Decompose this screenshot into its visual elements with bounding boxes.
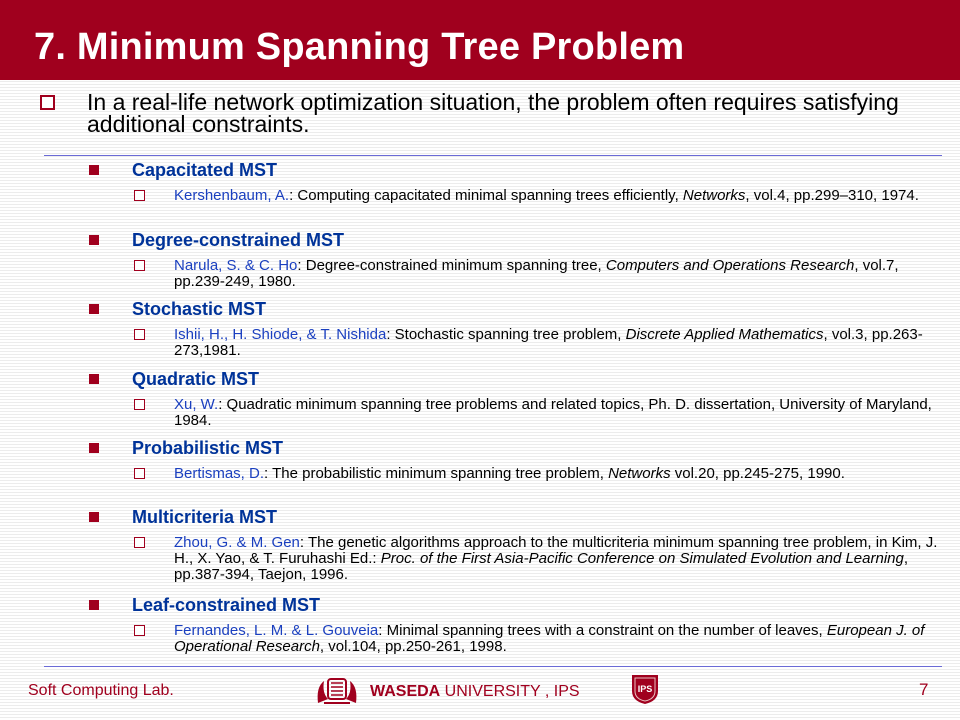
hollow-square-bullet-icon bbox=[134, 399, 145, 410]
filled-square-bullet-icon bbox=[89, 512, 99, 522]
filled-square-bullet-icon bbox=[89, 235, 99, 245]
reference-part: The genetic algorithms approach to the multicriteria minimum spanning tree problem, in Kim, J. H., X. Yao, & T. Furuhashi Ed.: bbox=[174, 534, 938, 567]
page-number: 7 bbox=[919, 680, 929, 699]
reference-part: , pp.387-394, Taejon, 1996. bbox=[174, 550, 909, 583]
topic-label: Degree-constrained MST bbox=[132, 230, 345, 250]
footer-university bbox=[370, 683, 580, 701]
reference-italic: European J. of Operational Research bbox=[174, 622, 925, 655]
reference-part: Quadratic minimum spanning tree problems and related topics, Ph. D. dissertation, University of Maryland, 1984. bbox=[174, 396, 932, 429]
footer-university-bold: WASEDA bbox=[370, 683, 441, 700]
hollow-square-bullet-icon bbox=[134, 329, 145, 340]
filled-square-bullet-icon bbox=[89, 304, 99, 314]
filled-square-bullet-icon bbox=[89, 443, 99, 453]
bottom-divider bbox=[44, 666, 942, 667]
ips-badge-text: IPS bbox=[637, 684, 653, 694]
reference-text bbox=[174, 397, 944, 429]
reference-author: Ishii, H., H. Shiode, & T. Nishida bbox=[174, 326, 387, 343]
reference-author: Bertismas, D. bbox=[174, 465, 265, 482]
title-bar bbox=[0, 0, 960, 80]
reference-author: Narula, S. & C. Ho bbox=[174, 257, 298, 274]
reference-italic: Proc. of the First Asia-Pacific Conference on Simulated Evolution and Learning bbox=[380, 550, 904, 567]
filled-square-bullet-icon bbox=[89, 374, 99, 384]
intro-text: In a real-life network optimization situation, the problem often requires satisfying additional constraints. bbox=[87, 89, 899, 137]
hollow-square-bullet-icon bbox=[134, 625, 145, 636]
reference-separator: : bbox=[297, 257, 306, 274]
reference-italic: Discrete Applied Mathematics bbox=[625, 326, 824, 343]
reference-author: Fernandes, L. M. & L. Gouveia bbox=[174, 622, 379, 639]
hollow-square-bullet-icon bbox=[40, 95, 55, 110]
reference-italic: Networks bbox=[608, 465, 671, 482]
filled-square-bullet-icon bbox=[89, 600, 99, 610]
topic-label: Stochastic MST bbox=[132, 299, 267, 319]
reference-separator: : bbox=[218, 396, 227, 413]
topic-label: Leaf-constrained MST bbox=[132, 595, 321, 615]
reference-part: Degree-constrained minimum spanning tree, bbox=[305, 257, 606, 274]
reference-part: , vol.104, pp.250-261, 1998. bbox=[319, 638, 507, 655]
reference-part: , vol.7, pp.239-249, 1980. bbox=[174, 257, 899, 290]
reference-part: The probabilistic minimum spanning tree problem, bbox=[272, 465, 609, 482]
topic-label: Capacitated MST bbox=[132, 160, 278, 180]
reference-part: vol.20, pp.245-275, 1990. bbox=[670, 465, 845, 482]
reference-author: Xu, W. bbox=[174, 396, 219, 413]
waseda-crest-icon bbox=[314, 673, 360, 707]
reference-separator: : bbox=[289, 187, 298, 204]
reference-part: Minimal spanning trees with a constraint on the number of leaves, bbox=[386, 622, 827, 639]
footer-university-rest: UNIVERSITY , IPS bbox=[440, 683, 580, 700]
top-divider bbox=[44, 155, 942, 156]
reference-italic: Computers and Operations Research bbox=[605, 257, 855, 274]
reference-text bbox=[174, 188, 944, 204]
reference-author: Kershenbaum, A. bbox=[174, 187, 290, 204]
hollow-square-bullet-icon bbox=[134, 468, 145, 479]
reference-part: , vol.4, pp.299–310, 1974. bbox=[745, 187, 919, 204]
topic-label: Probabilistic MST bbox=[132, 438, 284, 458]
filled-square-bullet-icon bbox=[89, 165, 99, 175]
reference-separator: : bbox=[299, 534, 308, 551]
reference-part: , vol.3, pp.263-273,1981. bbox=[174, 326, 923, 359]
reference-text bbox=[174, 535, 944, 583]
ips-badge-icon bbox=[630, 673, 660, 705]
hollow-square-bullet-icon bbox=[134, 190, 145, 201]
hollow-square-bullet-icon bbox=[134, 537, 145, 548]
reference-text bbox=[174, 466, 944, 482]
reference-author: Zhou, G. & M. Gen bbox=[174, 534, 300, 551]
reference-text bbox=[174, 258, 944, 290]
hollow-square-bullet-icon bbox=[134, 260, 145, 271]
reference-text bbox=[174, 623, 944, 655]
topic-label: Multicriteria MST bbox=[132, 507, 278, 527]
slide-title: 7. Minimum Spanning Tree Problem bbox=[34, 26, 685, 68]
reference-text bbox=[174, 327, 944, 359]
reference-part: Stochastic spanning tree problem, bbox=[394, 326, 626, 343]
topic-label: Quadratic MST bbox=[132, 369, 260, 389]
reference-separator: : bbox=[378, 622, 387, 639]
footer-lab-name: Soft Computing Lab. bbox=[28, 682, 174, 699]
reference-part: Computing capacitated minimal spanning trees efficiently, bbox=[297, 187, 683, 204]
reference-separator: : bbox=[386, 326, 395, 343]
reference-separator: : bbox=[264, 465, 273, 482]
reference-italic: Networks bbox=[682, 187, 746, 204]
